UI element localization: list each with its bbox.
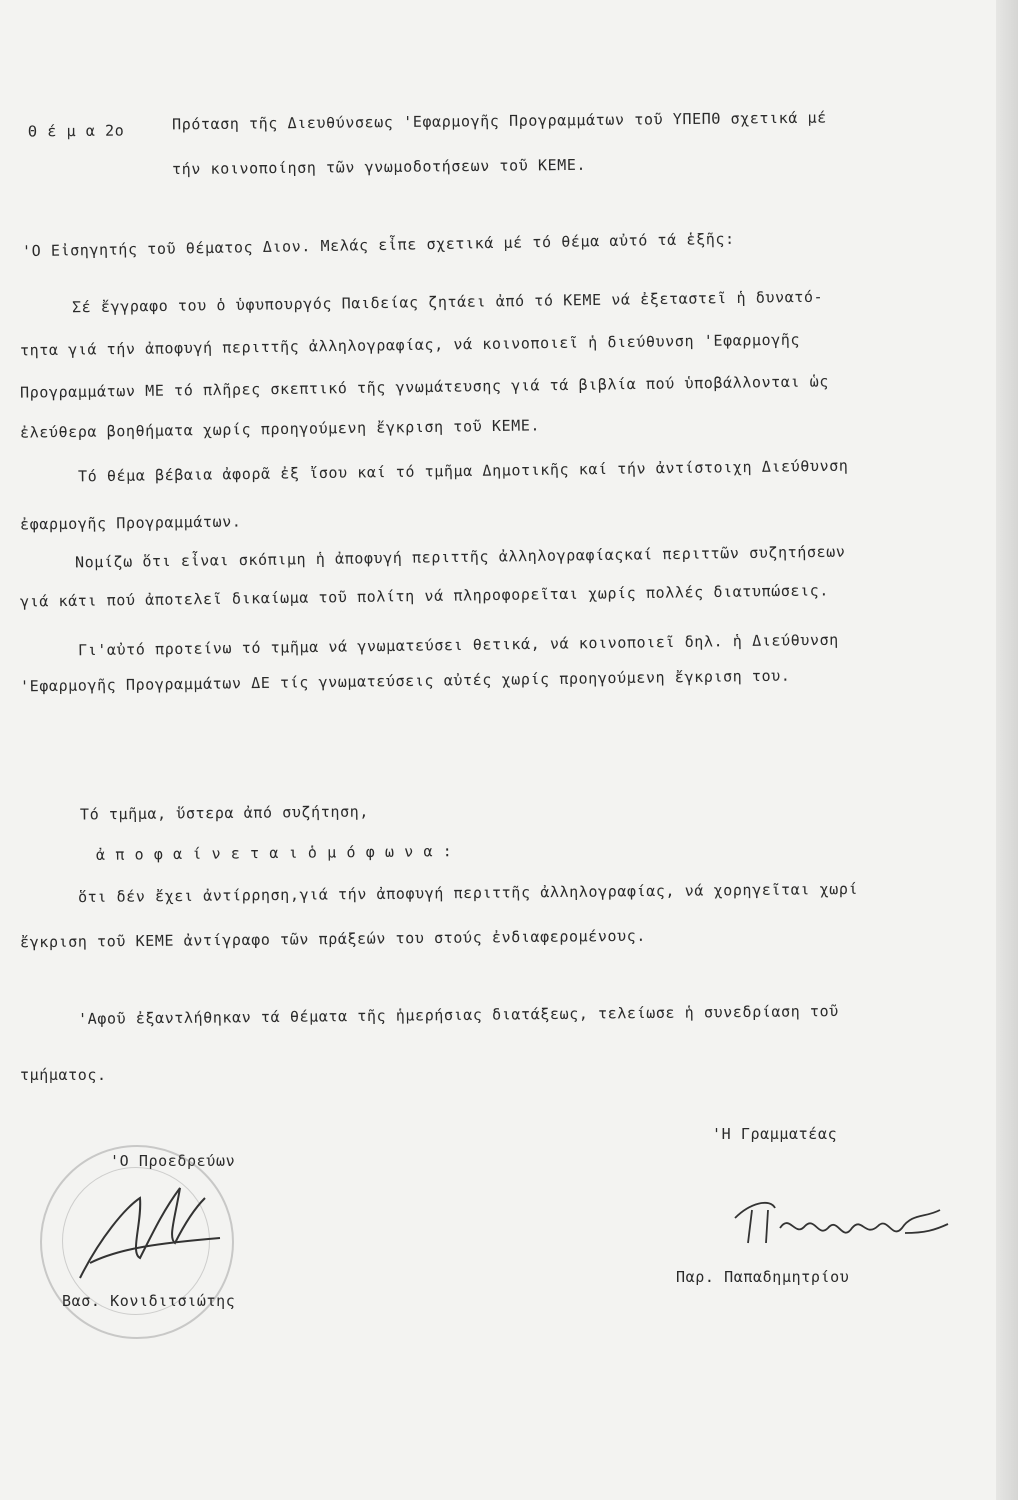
secretary-title: 'Η Γραμματέας xyxy=(712,1125,838,1143)
paragraph-2-line-2: τητα γιά τήν ἀποφυγή περιττῆς ἀλληλογραφίας, νά κοινοποιεῖ ἡ διεύθυνση 'Εφαρμογῆς xyxy=(19,330,801,360)
paragraph-5-line-2: 'Εφαρμογῆς Προγραμμάτων ΔΕ τίς γνωματεύσεις αὐτές χωρίς προηγούμενη ἔγκριση του. xyxy=(19,666,791,696)
secretary-signature xyxy=(730,1188,955,1258)
paragraph-6: Τό τμῆμα, ὕστερα ἀπό συζήτηση, xyxy=(79,802,370,824)
paragraph-rapporteur: 'Ο Εἰσηγητής τοῦ θέματος Διον. Μελάς εἶπε σχετικά μέ τό θέμα αὐτό τά ἑξῆς: xyxy=(21,229,735,261)
paragraph-7-line-1: ὅτι δέν ἔχει ἀντίρρηση,γιά τήν ἀποφυγή περιττῆς ἀλληλογραφίας, νά χορηγεῖται χωρί xyxy=(77,879,859,907)
paragraph-7-line-2: ἔγκριση τοῦ ΚΕΜΕ ἀντίγραφο τῶν πράξεών του στούς ἐνδιαφερομένους. xyxy=(19,926,647,952)
paragraph-5-line-1: Γι'αὐτό προτείνω τό τμῆμα νά γνωματεύσει θετικά, νά κοινοποιεῖ δηλ. ἡ Διεύθυνση xyxy=(77,630,839,660)
paragraph-8-line-2: τμήματος. xyxy=(20,1066,107,1084)
paragraph-2-line-1: Σέ ἔγγραφο του ὁ ὑφυπουργός Παιδείας ζητάει ἀπό τό ΚΕΜΕ νά ἐξεταστεῖ ἡ δυνατό- xyxy=(71,287,824,317)
item-label: Θ έ μ α 2ο xyxy=(27,121,125,141)
paragraph-8-line-1: 'Αφοῦ ἐξαντλήθηκαν τά θέματα τῆς ἡμερήσιας διατάξεως, τελείωσε ἡ συνεδρίαση τοῦ xyxy=(77,1002,839,1028)
chair-signature xyxy=(70,1168,230,1298)
page-edge xyxy=(996,0,1018,1500)
item-title-line-2: τήν κοινοποίηση τῶν γνωμοδοτήσεων τοῦ ΚΕΜΕ. xyxy=(171,155,587,179)
paragraph-4-line-2: γιά κάτι πού ἀποτελεῖ δικαίωμα τοῦ πολίτη νά πληροφορεῖται χωρίς πολλές διατυπώσεις. xyxy=(19,581,830,611)
decision-heading: ἀ π ο φ α ί ν ε τ α ι ὁ μ ό φ ω ν α : xyxy=(95,842,453,864)
paragraph-4-line-1: Νομίζω ὅτι εἶναι σκόπιμη ἡ ἀποφυγή περιττῆς ἀλληλογραφίαςκαί περιττῶν συζητήσεων xyxy=(74,542,846,572)
paragraph-2-line-3: Προγραμμάτων ΜΕ τό πλῆρες σκεπτικό τῆς γνωμάτευσης γιά τά βιβλία πού ὑποβάλλονται ὡς xyxy=(19,372,830,402)
paragraph-3-line-1: Τό θέμα βέβαια ἀφορᾶ ἐξ ἴσου καί τό τμῆμα Δημοτικῆς καί τήν ἀντίστοιχη Διεύθυνση xyxy=(77,456,849,486)
chair-title: 'Ο Προεδρεύων xyxy=(110,1152,236,1170)
paragraph-3-line-2: ἐφαρμογῆς Προγραμμάτων. xyxy=(19,512,242,534)
chair-name: Βασ. Κονιδιτσιώτης xyxy=(62,1292,236,1310)
secretary-name: Παρ. Παπαδημητρίου xyxy=(676,1268,850,1286)
item-title-line-1: Πρόταση τῆς Διευθύνσεως 'Εφαρμογῆς Προγραμμάτων τοῦ ΥΠΕΠΘ σχετικά μέ xyxy=(171,108,827,134)
paragraph-2-line-4: ἐλεύθερα βοηθήματα χωρίς προηγούμενη ἔγκριση τοῦ ΚΕΜΕ. xyxy=(19,416,541,442)
